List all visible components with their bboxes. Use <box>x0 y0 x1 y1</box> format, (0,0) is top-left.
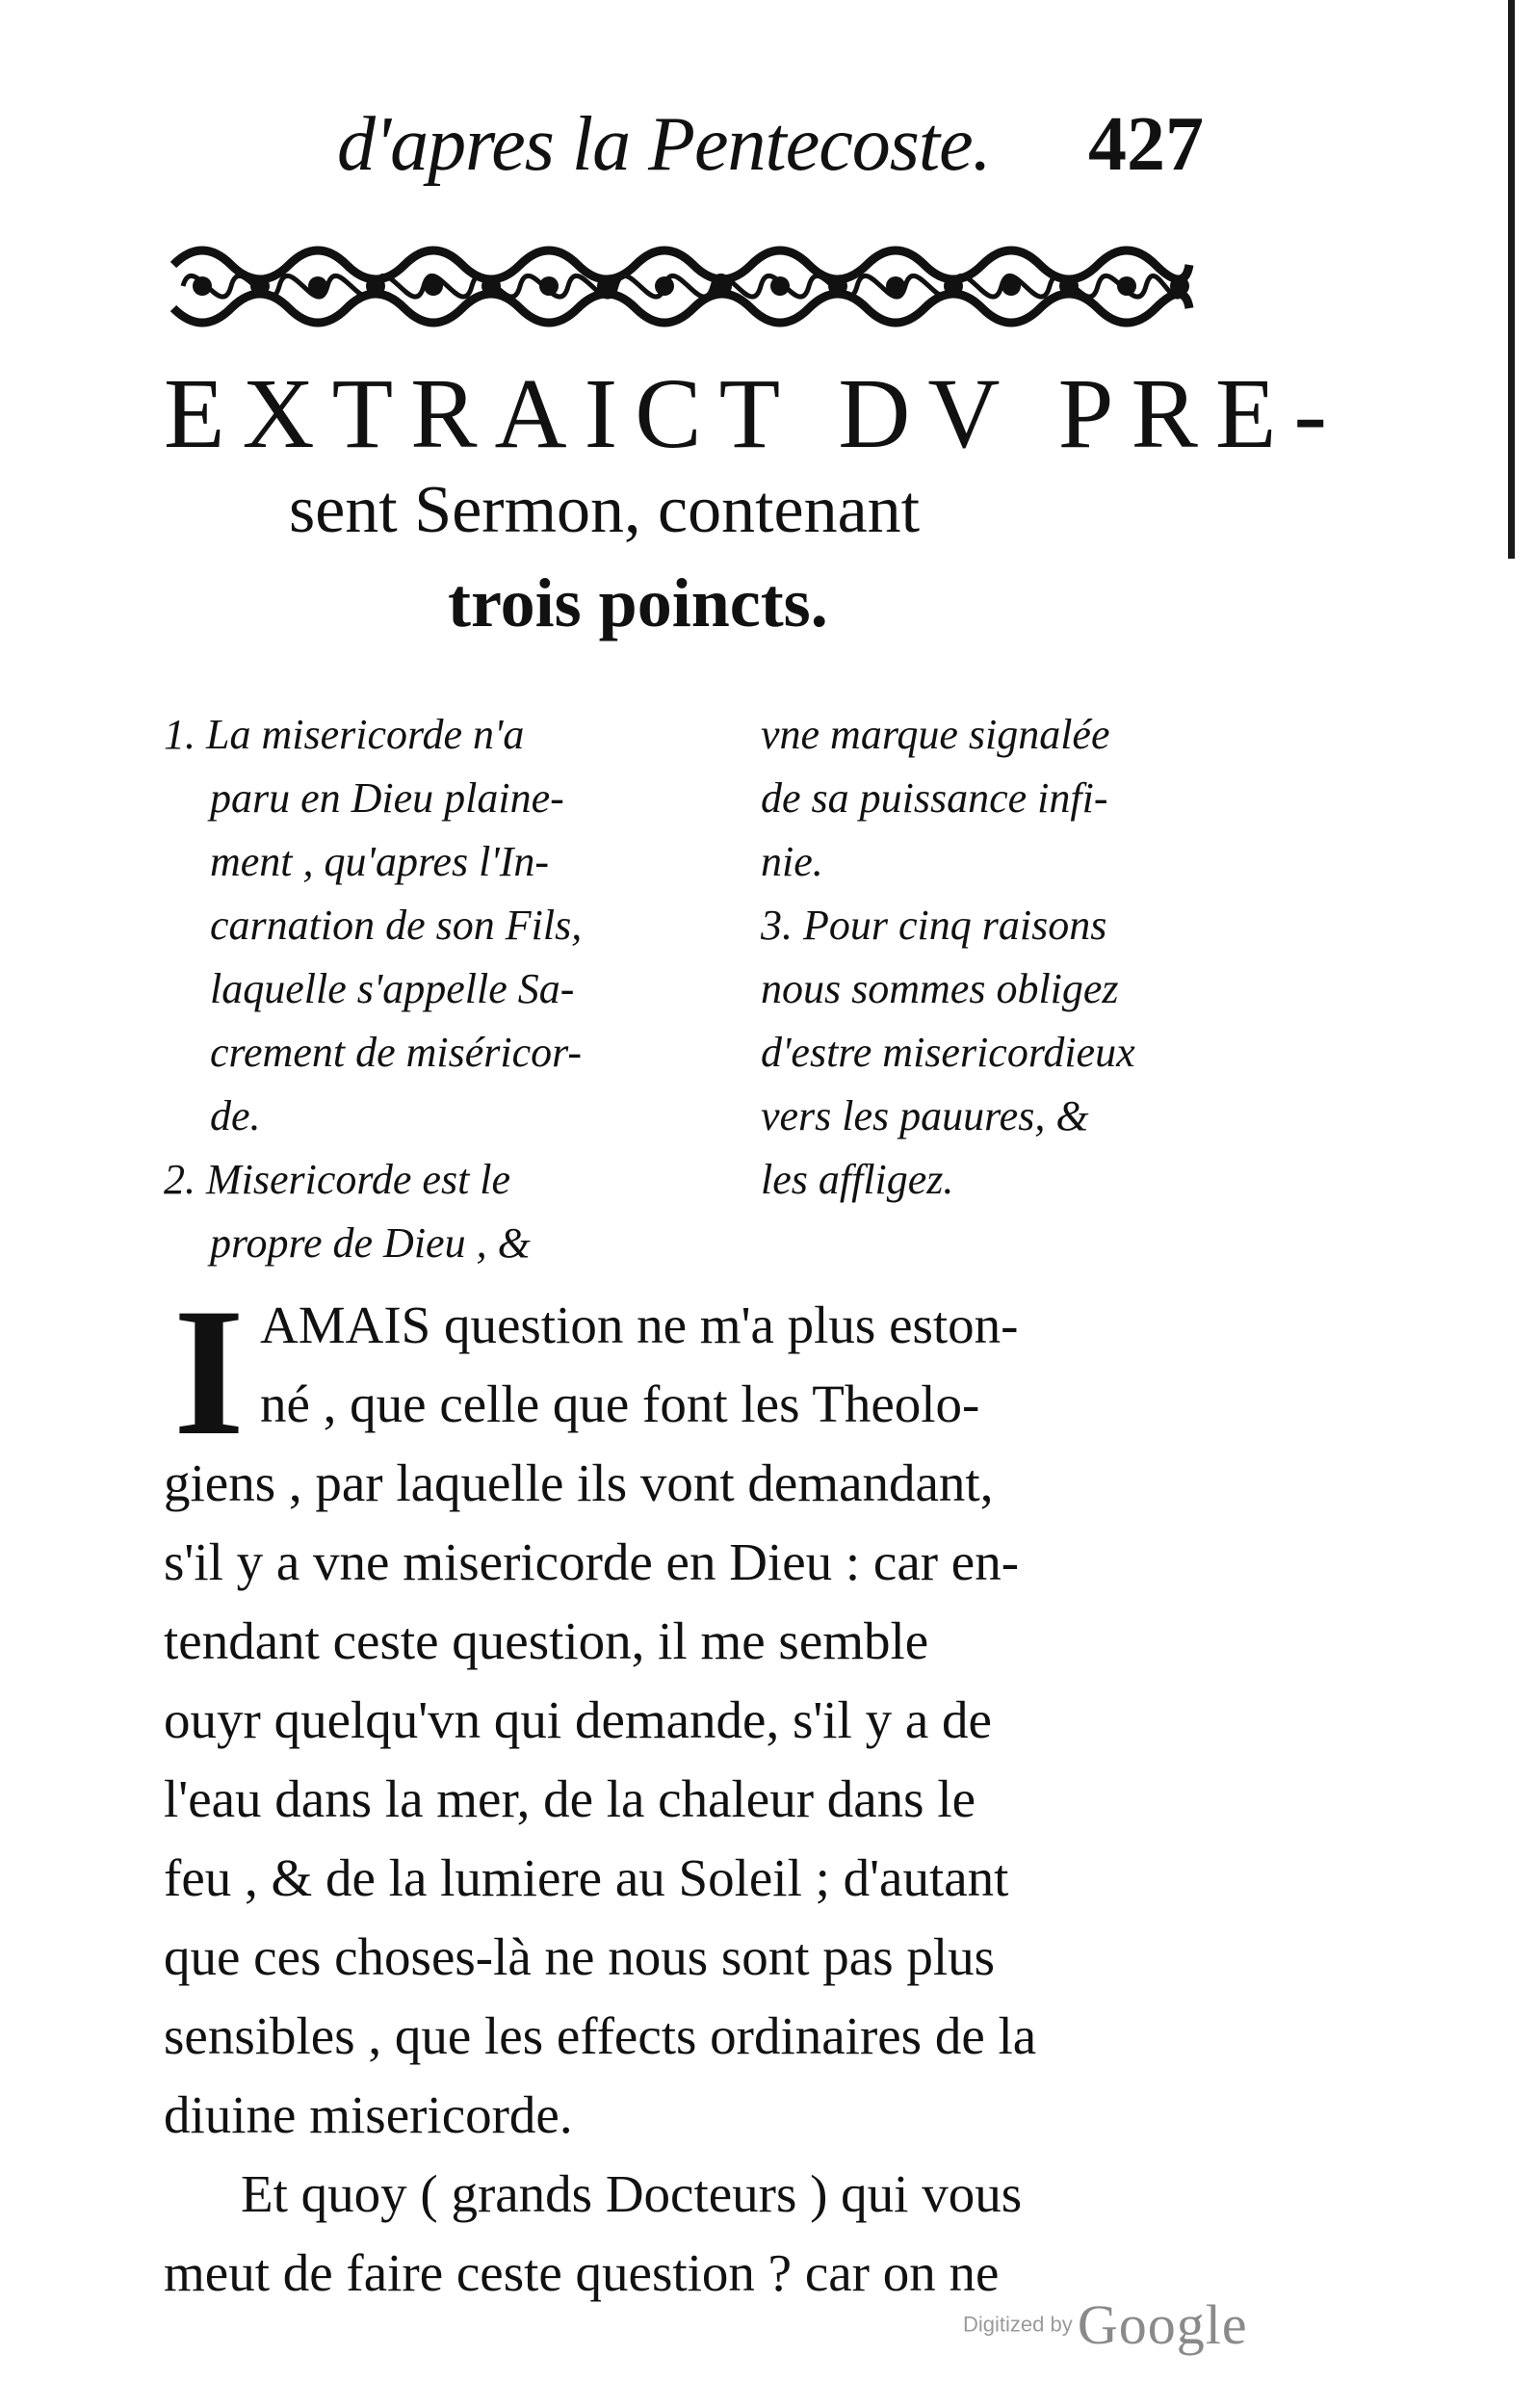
summary-line: laquelle s'appelle Sa- <box>210 965 575 1012</box>
title-line-3: trois poincts. <box>448 564 828 641</box>
summary-line: vne marque signalée <box>761 711 1110 758</box>
body-line: diuine misericorde. <box>164 2085 573 2144</box>
summary-line: vers les pauures, & <box>761 1092 1089 1139</box>
watermark-google-logo: Google <box>1077 2293 1248 2356</box>
body-line: que ces choses-là ne nous sont pas plus <box>164 1927 996 1986</box>
google-watermark <box>963 2292 1248 2356</box>
summary-line: nie. <box>761 838 823 885</box>
body-line: tendant ceste question, il me semble <box>164 1611 929 1670</box>
page-edge-line <box>1508 0 1515 559</box>
summary-line: d'estre misericordieux <box>761 1029 1135 1076</box>
summary-line: 2. Misericorde est le <box>164 1156 511 1203</box>
running-title: d'apres la Pentecoste. <box>337 102 991 187</box>
body-line: sensibles , que les effects ordinaires de la <box>164 2006 1037 2065</box>
body-line: giens , par laquelle ils vont demandant, <box>164 1453 994 1512</box>
body-line: l'eau dans la mer, de la chaleur dans le <box>164 1769 976 1828</box>
body-line: Et quoy ( grands Docteurs ) qui vous <box>241 2164 1023 2223</box>
body-text <box>164 1271 1213 2313</box>
summary-left-column <box>164 703 684 1275</box>
summary-line: de. <box>210 1092 261 1139</box>
second-paragraph <box>164 2155 1213 2313</box>
body-line: ouyr quelqu'vn qui demande, s'il y a de <box>164 1690 992 1749</box>
summary-line: carnation de son Fils, <box>210 902 583 949</box>
title-line-1: EXTRAICT DV PRE- <box>164 358 1344 469</box>
summary-right-column <box>761 703 1213 1212</box>
summary-line: propre de Dieu , & <box>210 1219 531 1267</box>
summary-line: crement de miséricor- <box>210 1029 583 1076</box>
page-number: 427 <box>1088 102 1204 187</box>
summary-line: 3. Pour cinq raisons <box>761 902 1107 949</box>
body-line: AMAIS question ne m'a plus eston- <box>260 1296 1019 1354</box>
body-line: meut de faire ceste question ? car on ne <box>164 2243 1000 2302</box>
summary-line: nous sommes obligez <box>761 965 1119 1012</box>
first-paragraph <box>164 1271 1213 2155</box>
summary-line: paru en Dieu plaine- <box>210 774 564 822</box>
running-header <box>308 96 1204 202</box>
body-line: s'il y a vne misericorde en Dieu : car en- <box>164 1532 1020 1591</box>
summary-line: ment , qu'apres l'In- <box>210 838 550 885</box>
title-line-2: sent Sermon, contenant <box>289 473 921 547</box>
summary-line: de sa puissance infi- <box>761 774 1108 822</box>
drop-cap: I <box>173 1271 245 1474</box>
watermark-digitized-label: Digitized by <box>963 2312 1073 2337</box>
summary-line: 1. La misericorde n'a <box>164 711 525 758</box>
body-line: feu , & de la lumiere au Soleil ; d'autant <box>164 1848 1009 1907</box>
summary-columns <box>164 703 1213 1267</box>
summary-line: les affligez. <box>761 1156 954 1203</box>
ornamental-band <box>164 231 1194 337</box>
body-line: né , que celle que font les Theolo- <box>260 1374 980 1433</box>
